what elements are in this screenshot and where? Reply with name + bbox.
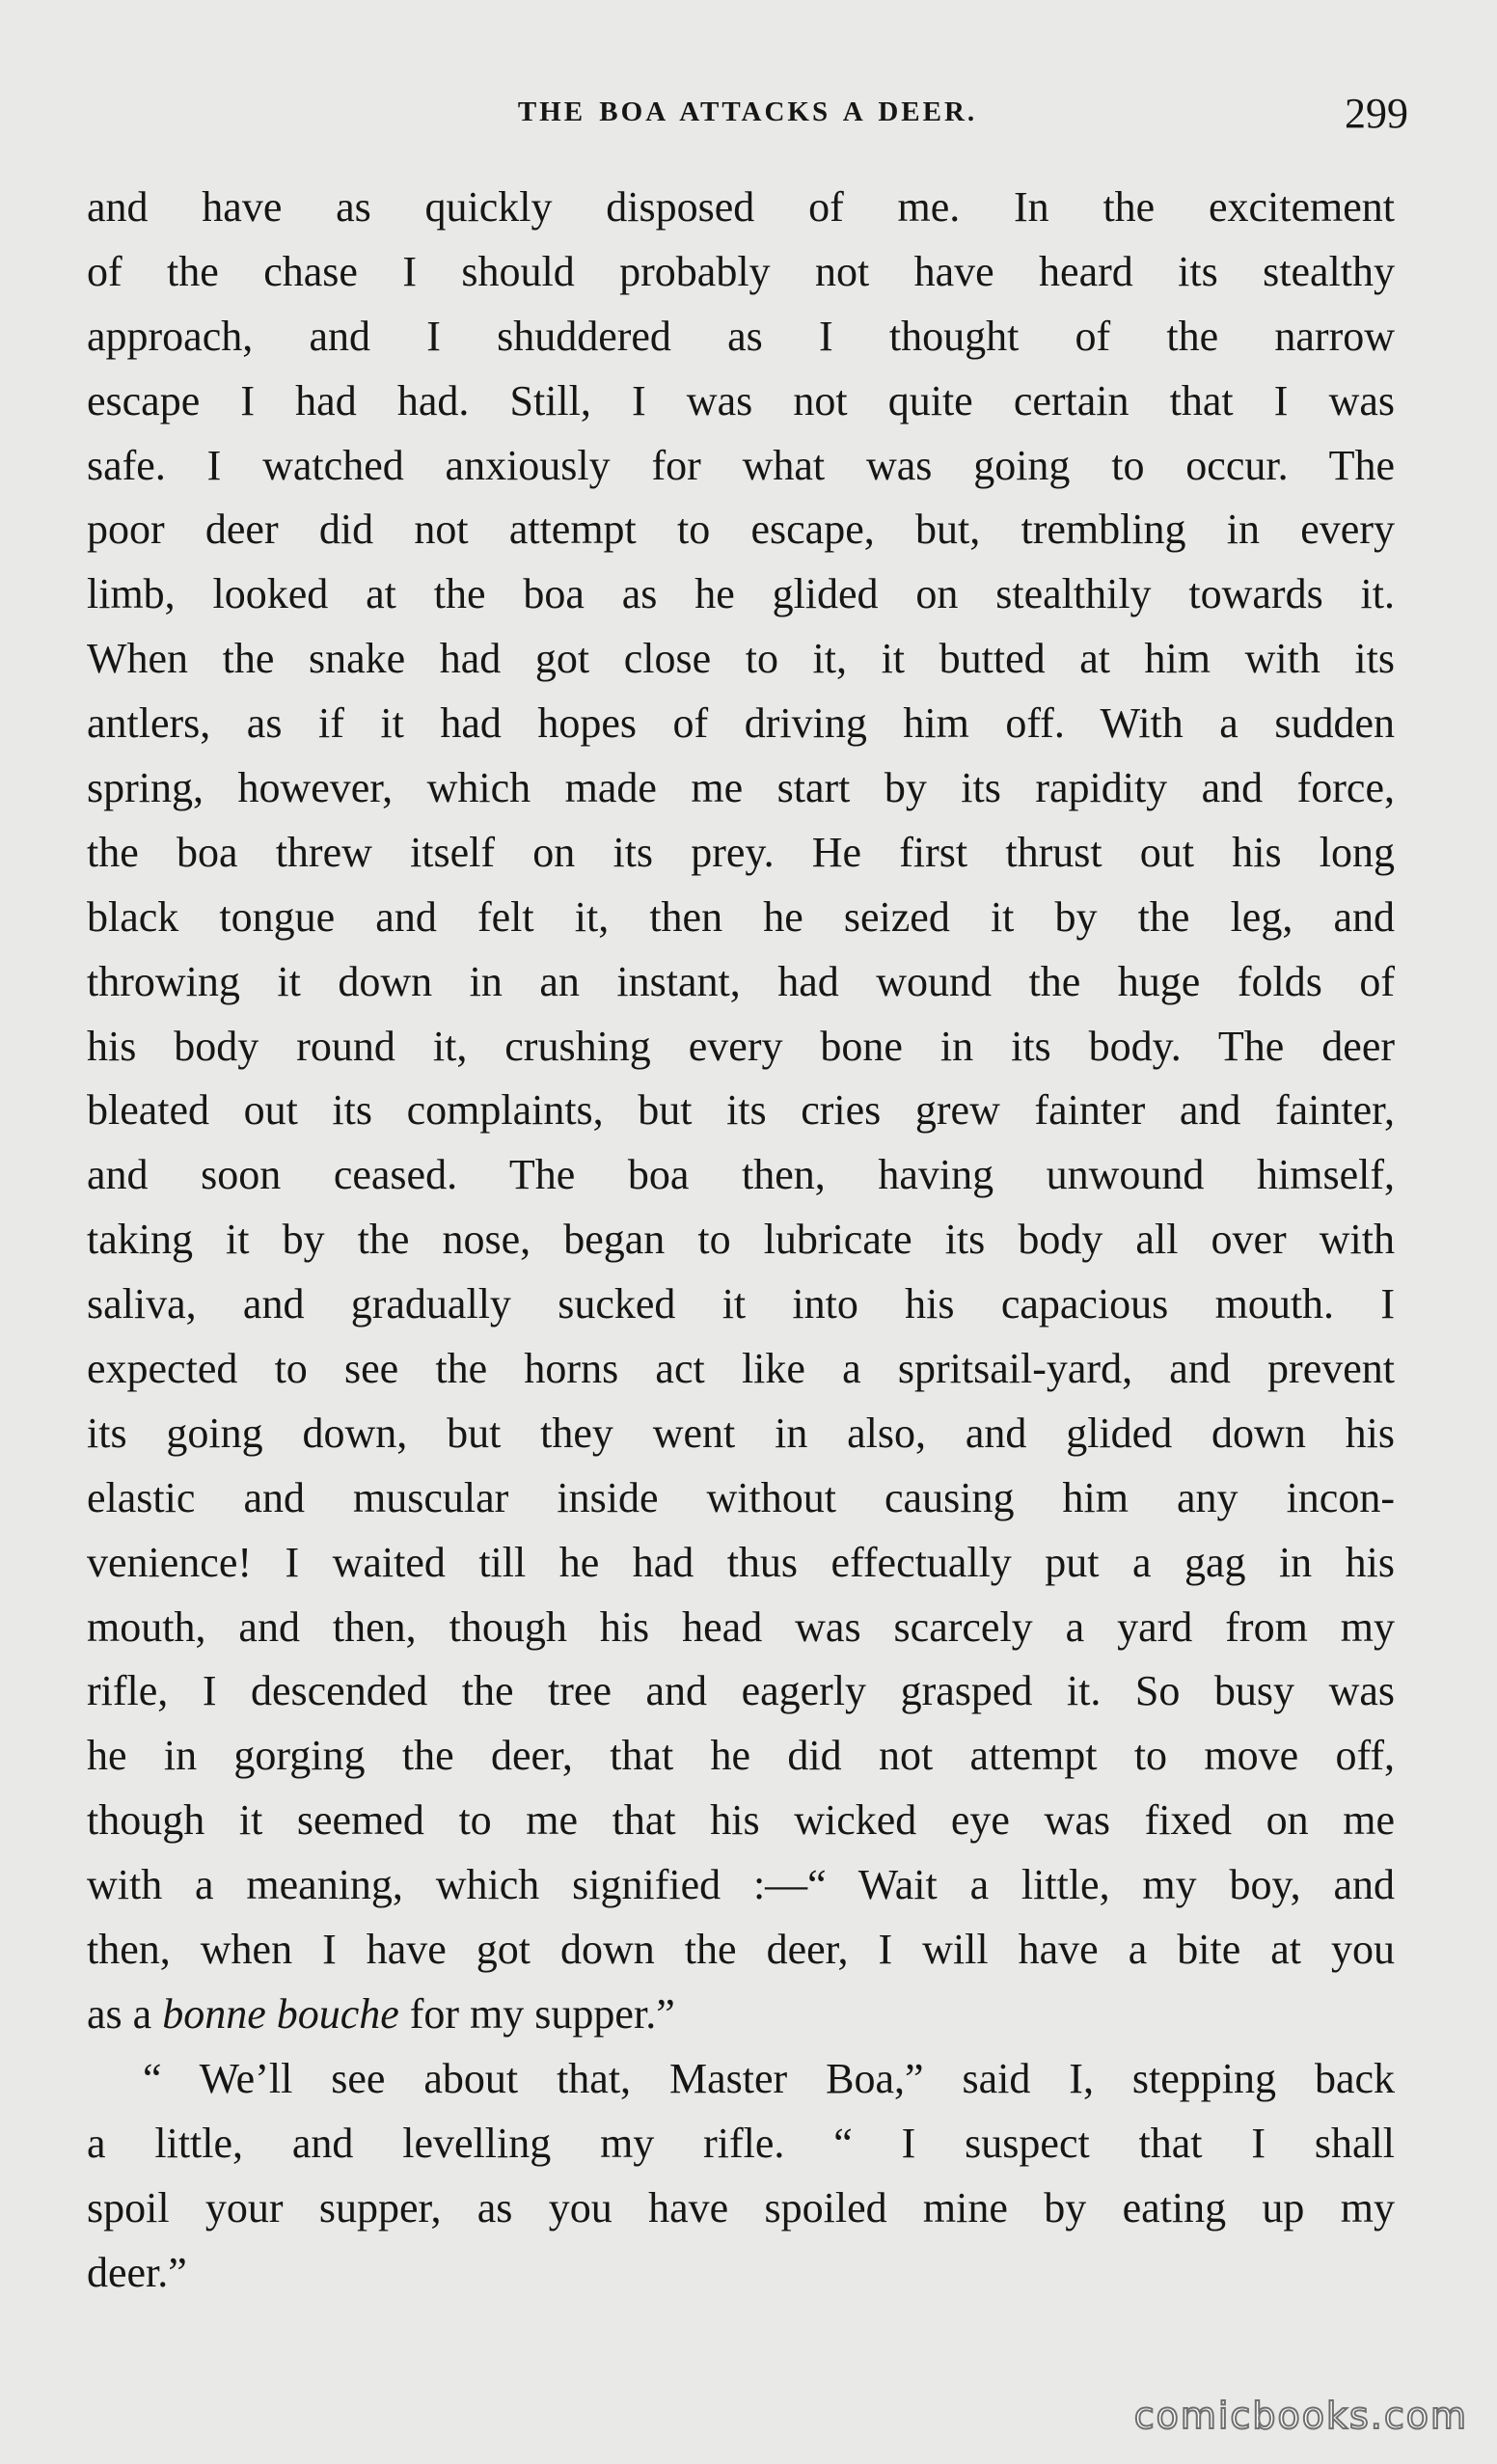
text-line: escape I had had. Still, I was not quite certain that I was xyxy=(87,376,1395,424)
paragraph xyxy=(87,2047,1395,2306)
page-number: 299 xyxy=(1345,90,1408,137)
text-line: a little, and levelling my rifle. “ I suspect that I shall xyxy=(87,2119,1395,2167)
text-line: venience! I waited till he had thus effectually put a gag in his xyxy=(87,1538,1395,1586)
text-line: throwing it down in an instant, had wound the huge folds of xyxy=(87,957,1395,1005)
text-line: though it seemed to me that his wicked eye was fixed on me xyxy=(87,1796,1395,1845)
text-line: its going down, but they went in also, and glided down his xyxy=(87,1409,1395,1457)
paragraph xyxy=(87,176,1395,2047)
text-body xyxy=(87,176,1395,2305)
text-line: and have as quickly disposed of me. In the excitement xyxy=(87,183,1395,231)
text-line: spoil your supper, as you have spoiled mine by eating up my xyxy=(87,2183,1395,2231)
text-line: and soon ceased. The boa then, having unwound himself, xyxy=(87,1151,1395,1199)
text-line: poor deer did not attempt to escape, but, trembling in every xyxy=(87,506,1395,554)
text-segment: as a xyxy=(87,1989,163,2038)
text-line: limb, looked at the boa as he glided on stealthily towards it. xyxy=(87,570,1395,618)
running-title: THE BOA ATTACKS A DEER. xyxy=(517,96,978,127)
text-line: “ We’ll see about that, Master Boa,” said I, stepping back xyxy=(143,2054,1395,2102)
text-line: black tongue and felt it, then he seized it by the leg, and xyxy=(87,892,1395,941)
text-line: the boa threw itself on its prey. He first thrust out his long xyxy=(87,828,1395,876)
text-line: saliva, and gradually sucked it into his capacious mouth. I xyxy=(87,1280,1395,1328)
text-line: expected to see the horns act like a spritsail-yard, and prevent xyxy=(87,1345,1395,1393)
text-line: rifle, I descended the tree and eagerly grasped it. So busy was xyxy=(87,1667,1395,1715)
text-line: he in gorging the deer, that he did not attempt to move off, xyxy=(87,1732,1395,1780)
text-line: spring, however, which made me start by its rapidity and force, xyxy=(87,764,1395,812)
text-line: safe. I watched anxiously for what was going to occur. The xyxy=(87,441,1395,489)
text-line: approach, and I shuddered as I thought of the narrow xyxy=(87,312,1395,360)
text-line: mouth, and then, though his head was scarcely a yard from my xyxy=(87,1602,1395,1651)
text-line xyxy=(87,1983,1395,2047)
running-head xyxy=(87,89,1408,147)
text-line: When the snake had got close to it, it butted at him with its xyxy=(87,635,1395,683)
text-line: taking it by the nose, began to lubricate its body all over with xyxy=(87,1216,1395,1264)
text-line: elastic and muscular inside without causing him any incon- xyxy=(87,1473,1395,1521)
text-line: of the chase I should probably not have heard its stealthy xyxy=(87,247,1395,295)
italic-phrase: bonne bouche xyxy=(162,1989,399,2038)
text-line: antlers, as if it had hopes of driving him off. With a sudden xyxy=(87,699,1395,748)
text-line: then, when I have got down the deer, I will have a bite at you xyxy=(87,1926,1395,1974)
text-line: bleated out its complaints, but its cries grew fainter and fainter, xyxy=(87,1086,1395,1135)
text-line: deer.” xyxy=(87,2248,187,2296)
text-line: with a meaning, which signified :—“ Wait a little, my boy, and xyxy=(87,1861,1395,1909)
text-line: his body round it, crushing every bone in its body. The deer xyxy=(87,1022,1395,1070)
text-segment: for my supper.” xyxy=(398,1989,675,2038)
watermark-logo: comicbooks.com xyxy=(1133,2395,1468,2437)
